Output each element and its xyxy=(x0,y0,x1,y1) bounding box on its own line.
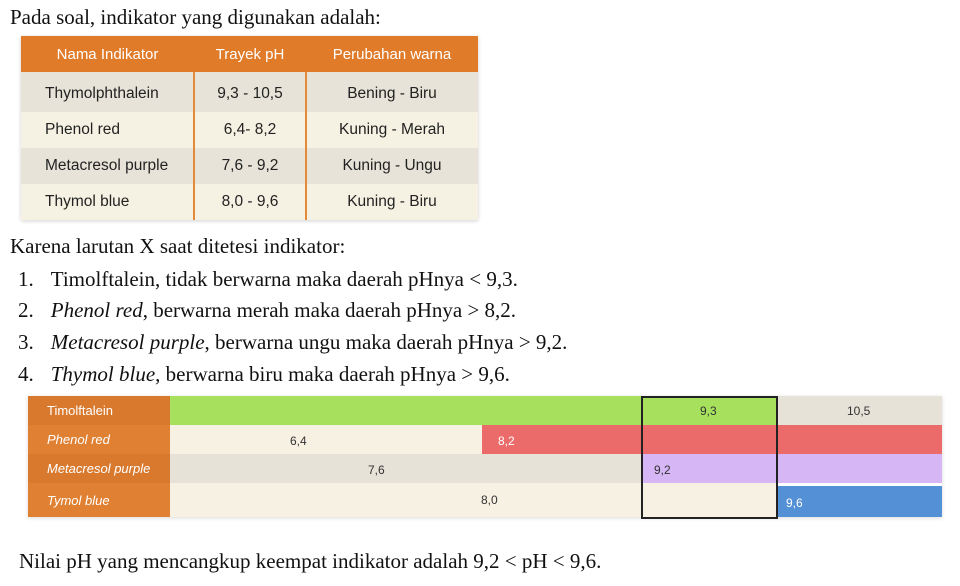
chart-row-label: Timolftalein xyxy=(28,396,170,425)
color-change: Kuning - Merah xyxy=(339,121,445,138)
indicator-name: Thymol blue xyxy=(45,193,130,210)
ph-range-chart xyxy=(28,396,942,517)
tick-label: 6,4 xyxy=(290,434,307,448)
indicator-name: Metacresol purple xyxy=(45,157,169,174)
table-row xyxy=(21,112,478,148)
step-item xyxy=(18,300,516,321)
tick-label: 7,6 xyxy=(368,463,385,477)
chart-row-label: Metacresol purple xyxy=(28,454,170,483)
tick-label: 10,5 xyxy=(847,404,871,418)
table-row xyxy=(21,76,478,112)
ph-range: 8,0 - 9,6 xyxy=(221,193,279,210)
step-indicator-name: Metacresol purple xyxy=(50,330,205,354)
color-change: Kuning - Biru xyxy=(347,193,437,210)
step-indicator-name: Thymol blue xyxy=(50,362,156,386)
tick-label: 8,2 xyxy=(498,434,515,448)
step-text: , berwarna ungu maka daerah pHnya > 9,2. xyxy=(204,330,568,354)
tick-label: 9,6 xyxy=(786,496,803,510)
column-divider xyxy=(193,72,195,220)
chart-row-label: Tymol blue xyxy=(28,483,170,517)
step-number: 1. xyxy=(18,267,34,291)
step-indicator-name: Phenol red xyxy=(50,298,143,322)
step-item xyxy=(18,332,567,353)
reason-intro: Karena larutan X saat ditetesi indikator: xyxy=(10,234,346,258)
indicator-name: Phenol red xyxy=(45,121,120,138)
header-color-change: Perubahan warna xyxy=(332,45,452,63)
table-row xyxy=(21,184,478,220)
table-header xyxy=(21,36,478,72)
intro-text: Pada soal, indikator yang digunakan adalah: xyxy=(10,5,381,29)
tick-label: 8,0 xyxy=(481,493,498,507)
tick-label: 9,2 xyxy=(654,463,671,477)
metacresol-yellow-range xyxy=(170,454,642,483)
color-change: Kuning - Ungu xyxy=(342,157,442,174)
step-item xyxy=(18,364,510,385)
chart-row-label: Phenol red xyxy=(28,425,170,454)
step-text: , berwarna merah maka daerah pHnya > 8,2. xyxy=(142,298,517,322)
step-text: Timolftalein, tidak berwarna maka daerah pHnya < 9,3. xyxy=(50,267,518,291)
table-row xyxy=(21,148,478,184)
phenol-red-yellow-range xyxy=(170,425,482,454)
ph-range: 9,3 - 10,5 xyxy=(217,85,283,102)
header-ph-range: Trayek pH xyxy=(215,45,285,63)
step-item xyxy=(18,269,518,290)
conclusion-text: Nilai pH yang mencangkup keempat indikator adalah 9,2 < pH < 9,6. xyxy=(19,549,602,573)
overlap-highlight-box xyxy=(641,396,778,519)
step-number: 2. xyxy=(18,298,34,322)
header-gap xyxy=(21,72,478,76)
ph-range: 6,4- 8,2 xyxy=(223,121,277,138)
header-indicator-name: Nama Indikator xyxy=(56,45,159,63)
indicator-table xyxy=(21,36,478,220)
ph-range: 7,6 - 9,2 xyxy=(221,157,279,174)
column-divider xyxy=(305,72,307,220)
color-change: Bening - Biru xyxy=(347,85,437,102)
timolftalein-colorless-range xyxy=(170,396,642,425)
step-number: 3. xyxy=(18,330,34,354)
step-text: , berwarna biru maka daerah pHnya > 9,6. xyxy=(155,362,510,386)
indicator-name: Thymolphthalein xyxy=(45,85,159,102)
tick-label: 9,3 xyxy=(700,404,717,418)
step-number: 4. xyxy=(18,362,34,386)
